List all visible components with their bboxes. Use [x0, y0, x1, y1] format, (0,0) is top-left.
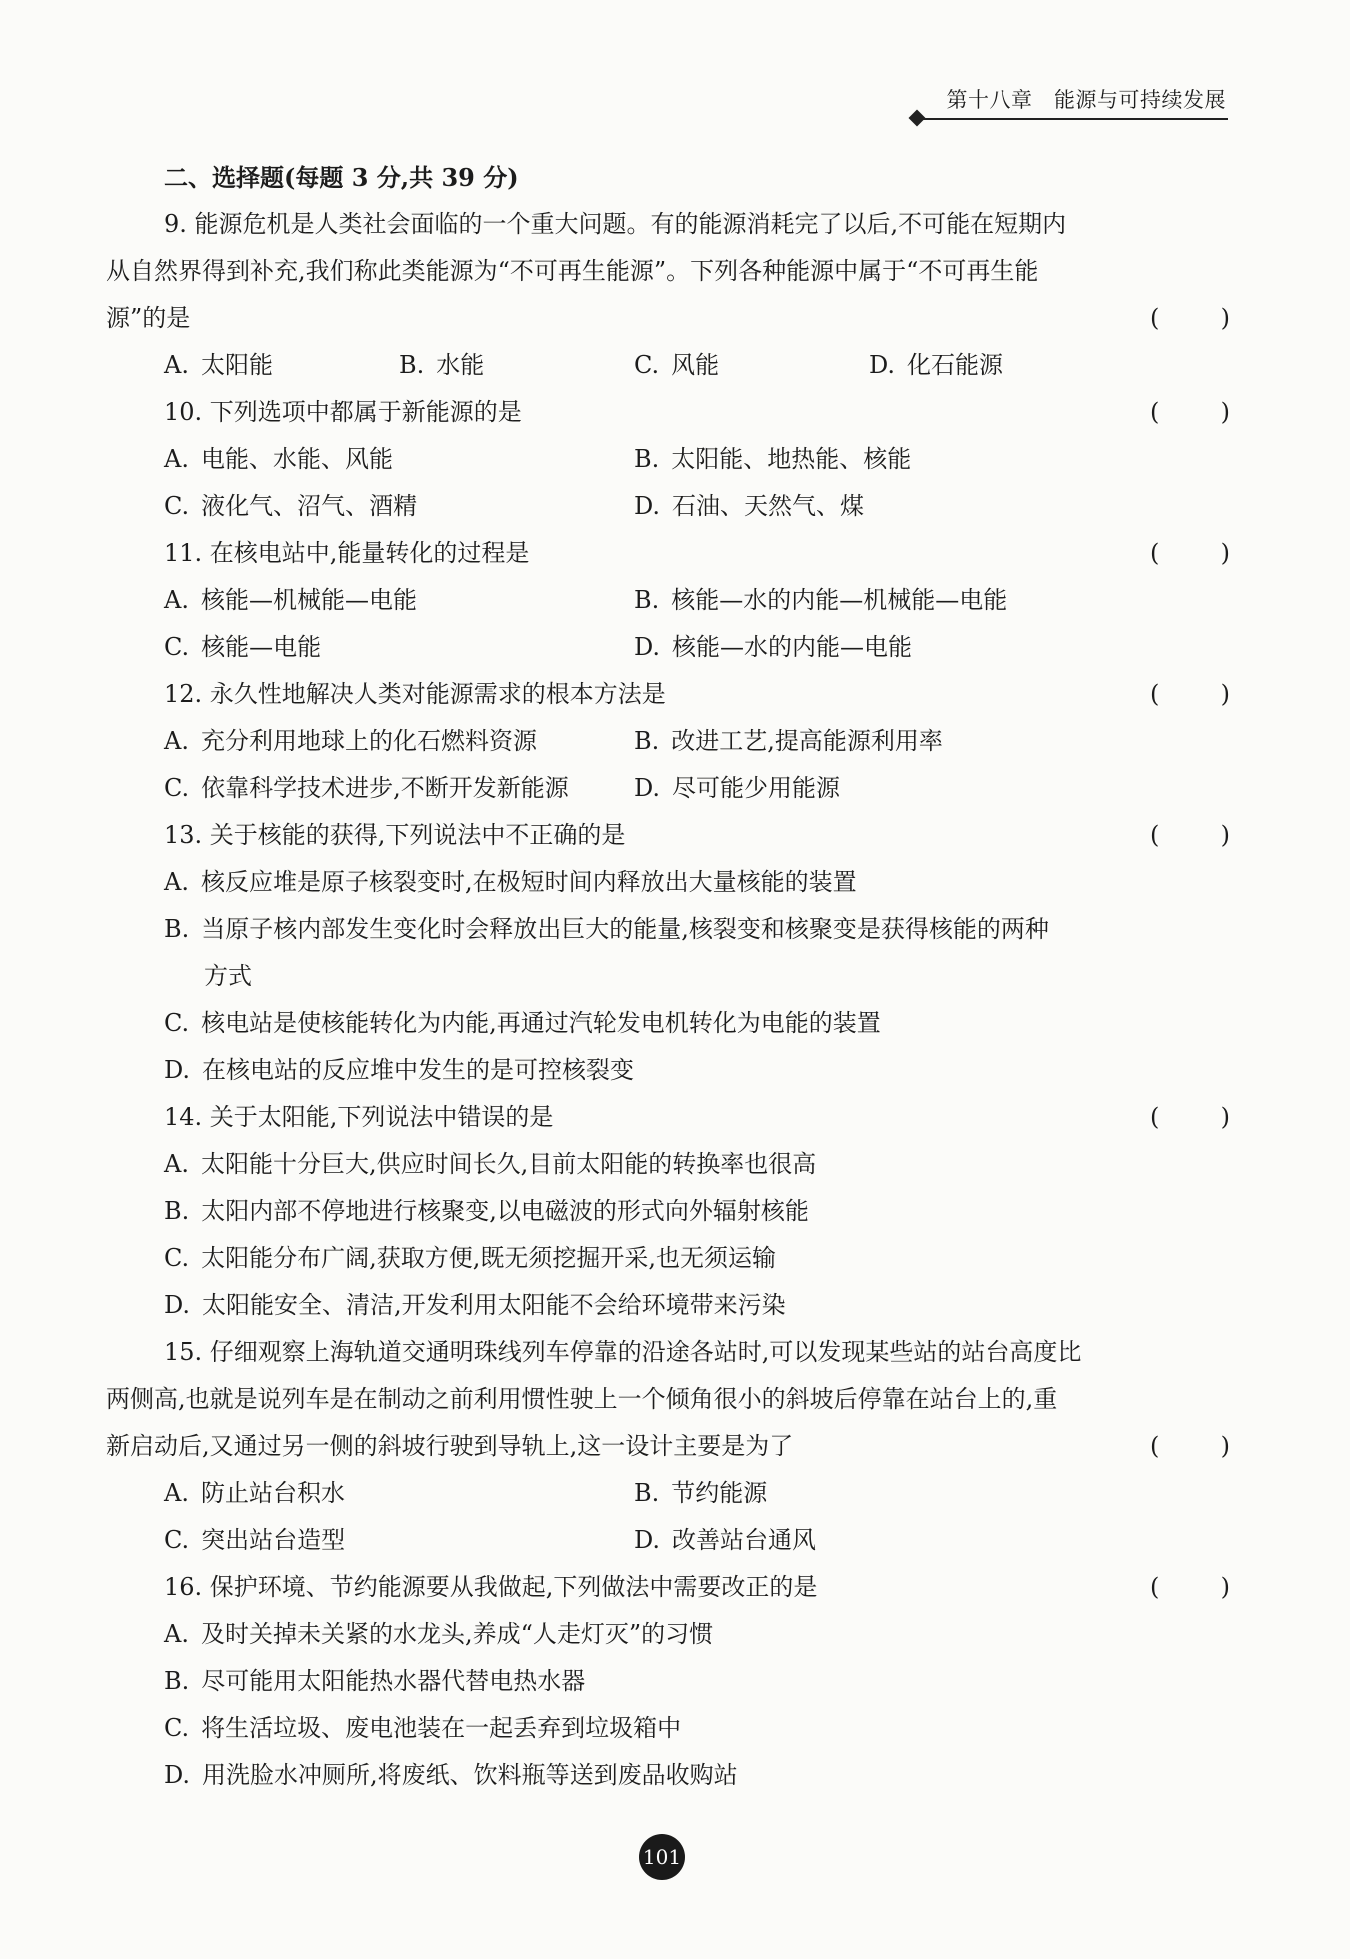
q10-stem: 10. 下列选项中都属于新能源的是 [164, 398, 522, 426]
q13-option-b-cont: 方式 [204, 962, 252, 990]
option-text: 尽可能少用能源 [672, 774, 841, 802]
q13-option-a [106, 859, 1230, 906]
header-diamond-icon [909, 110, 926, 127]
q9-options [106, 342, 1230, 389]
q9-option-d [869, 342, 1104, 389]
header-rule [918, 118, 1228, 120]
q12-options-row2 [106, 765, 1230, 812]
q11-stem: 11. 在核电站中,能量转化的过程是 [164, 539, 530, 567]
option-letter: B. [164, 1667, 190, 1695]
q13-option-c [106, 1000, 1230, 1047]
option-text: 核电站是使核能转化为内能,再通过汽轮发电机转化为电能的装置 [201, 1009, 881, 1037]
option-text: 核能—水的内能—机械能—电能 [671, 586, 1008, 614]
q14-option-d [106, 1282, 1230, 1329]
bracket-open: ( [1150, 304, 1160, 332]
option-letter: A. [164, 868, 189, 896]
q11-option-d [634, 624, 1104, 671]
option-text: 石油、天然气、煤 [672, 492, 865, 520]
answer-bracket [1150, 295, 1230, 342]
answer-bracket [1150, 389, 1230, 436]
answer-bracket [1150, 671, 1230, 718]
q16-option-d [106, 1752, 1230, 1799]
chapter-title: 第十八章 能源与可持续发展 [946, 88, 1226, 112]
option-text: 改进工艺,提高能源利用率 [671, 727, 943, 755]
q13-stem-line [106, 812, 1230, 859]
section-title: 二、选择题(每题 3 分,共 39 分) [164, 163, 519, 192]
q12-option-d [634, 765, 1104, 812]
q11-stem-line [106, 530, 1230, 577]
question-content [106, 154, 1230, 1799]
q16-stem: 16. 保护环境、节约能源要从我做起,下列做法中需要改正的是 [164, 1573, 818, 1601]
option-letter: C. [164, 633, 190, 661]
q10-options-row2 [106, 483, 1230, 530]
q12-stem-line [106, 671, 1230, 718]
q14-stem-line [106, 1094, 1230, 1141]
bracket-open: ( [1150, 539, 1160, 567]
option-letter: A. [164, 586, 189, 614]
option-letter: D. [164, 1291, 191, 1319]
option-text: 将生活垃圾、废电池装在一起丢弃到垃圾箱中 [201, 1714, 682, 1742]
q14-option-b [106, 1188, 1230, 1235]
option-letter: B. [399, 351, 425, 379]
option-letter: C. [164, 1526, 190, 1554]
answer-bracket [1150, 1564, 1230, 1611]
option-text: 核能—电能 [201, 633, 322, 661]
option-text: 水能 [436, 351, 485, 379]
option-text: 风能 [671, 351, 720, 379]
option-letter: C. [164, 1009, 190, 1037]
q15-option-c [164, 1517, 634, 1564]
q9-option-c [634, 342, 869, 389]
q12-option-b [634, 718, 1104, 765]
bracket-open: ( [1150, 680, 1160, 708]
option-letter: D. [634, 633, 661, 661]
option-letter: D. [164, 1761, 191, 1789]
option-letter: D. [634, 1526, 661, 1554]
option-text: 太阳能、地热能、核能 [671, 445, 912, 473]
q12-option-c [164, 765, 634, 812]
option-text: 及时关掉未关紧的水龙头,养成“人走灯灭”的习惯 [200, 1620, 714, 1648]
option-letter: D. [869, 351, 896, 379]
option-letter: A. [164, 1479, 189, 1507]
option-letter: D. [164, 1056, 191, 1084]
q15-stem-line1: 15. 仔细观察上海轨道交通明珠线列车停靠的沿途各站时,可以发现某些站的站台高度比 [164, 1338, 1082, 1366]
q15-stem-line2: 两侧高,也就是说列车是在制动之前利用惯性驶上一个倾角很小的斜坡后停靠在站台上的,重 [106, 1385, 1058, 1413]
option-letter: C. [164, 492, 190, 520]
option-text: 当原子核内部发生变化时会释放出巨大的能量,核裂变和核聚变是获得核能的两种 [201, 915, 1049, 943]
q12-option-a [164, 718, 634, 765]
option-text: 核能—机械能—电能 [200, 586, 417, 614]
q14-stem: 14. 关于太阳能,下列说法中错误的是 [164, 1103, 554, 1131]
option-text: 太阳能十分巨大,供应时间长久,目前太阳能的转换率也很高 [200, 1150, 817, 1178]
q15-stem-text: 新启动后,又通过另一侧的斜坡行驶到导轨上,这一设计主要是为了 [106, 1432, 794, 1460]
q10-stem-line [106, 389, 1230, 436]
q16-option-c [106, 1705, 1230, 1752]
q15-option-d [634, 1517, 1104, 1564]
q12-stem: 12. 永久性地解决人类对能源需求的根本方法是 [164, 680, 666, 708]
q13-stem: 13. 关于核能的获得,下列说法中不正确的是 [164, 821, 626, 849]
q10-option-a [164, 436, 634, 483]
q11-option-b [634, 577, 1104, 624]
answer-bracket [1150, 812, 1230, 859]
option-letter: B. [634, 586, 660, 614]
answer-bracket [1150, 530, 1230, 577]
bracket-close: ) [1220, 1573, 1230, 1601]
option-letter: B. [634, 1479, 660, 1507]
option-letter: C. [164, 1244, 190, 1272]
option-text: 液化气、沼气、酒精 [201, 492, 418, 520]
option-text: 太阳能安全、清洁,开发利用太阳能不会给环境带来污染 [202, 1291, 786, 1319]
option-text: 防止站台积水 [200, 1479, 345, 1507]
answer-bracket [1150, 1423, 1230, 1470]
option-text: 依靠科学技术进步,不断开发新能源 [201, 774, 569, 802]
q12-options-row1 [106, 718, 1230, 765]
option-text: 尽可能用太阳能热水器代替电热水器 [201, 1667, 586, 1695]
q15-option-a [164, 1470, 634, 1517]
q9-stem-line1: 9. 能源危机是人类社会面临的一个重大问题。有的能源消耗完了以后,不可能在短期内 [164, 210, 1067, 238]
q10-option-b [634, 436, 1104, 483]
option-text: 太阳能分布广阔,获取方便,既无须挖掘开采,也无须运输 [201, 1244, 777, 1272]
bracket-close: ) [1220, 680, 1230, 708]
option-letter: C. [164, 1714, 190, 1742]
bracket-close: ) [1220, 398, 1230, 426]
option-letter: A. [164, 1150, 189, 1178]
option-text: 太阳能 [200, 351, 273, 379]
bracket-close: ) [1220, 1103, 1230, 1131]
bracket-open: ( [1150, 821, 1160, 849]
q15-options-row2 [106, 1517, 1230, 1564]
q14-option-c [106, 1235, 1230, 1282]
q9-stem-line3 [106, 295, 1230, 342]
option-letter: A. [164, 1620, 189, 1648]
q11-options-row1 [106, 577, 1230, 624]
bracket-close: ) [1220, 821, 1230, 849]
q9-stem-text: 源”的是 [106, 304, 191, 332]
q14-option-a [106, 1141, 1230, 1188]
option-letter: C. [164, 774, 190, 802]
bracket-close: ) [1220, 1432, 1230, 1460]
option-letter: D. [634, 774, 661, 802]
page-number: 101 [639, 1834, 685, 1880]
option-text: 核能—水的内能—电能 [672, 633, 913, 661]
q15-stem-line3 [106, 1423, 1230, 1470]
option-letter: D. [634, 492, 661, 520]
q16-option-b [106, 1658, 1230, 1705]
option-letter: A. [164, 727, 189, 755]
option-letter: A. [164, 445, 189, 473]
option-letter: B. [634, 445, 660, 473]
option-text: 电能、水能、风能 [200, 445, 393, 473]
option-text: 充分利用地球上的化石燃料资源 [200, 727, 537, 755]
q11-options-row2 [106, 624, 1230, 671]
q15-options-row1 [106, 1470, 1230, 1517]
q11-option-c [164, 624, 634, 671]
option-letter: C. [634, 351, 660, 379]
q16-stem-line [106, 1564, 1230, 1611]
q16-option-a [106, 1611, 1230, 1658]
option-letter: B. [164, 1197, 190, 1225]
option-text: 核反应堆是原子核裂变时,在极短时间内释放出大量核能的装置 [200, 868, 857, 896]
option-text: 太阳内部不停地进行核聚变,以电磁波的形式向外辐射核能 [201, 1197, 809, 1225]
answer-bracket [1150, 1094, 1230, 1141]
q9-option-a [164, 342, 399, 389]
option-text: 节约能源 [671, 1479, 768, 1507]
bracket-open: ( [1150, 1103, 1160, 1131]
option-text: 改善站台通风 [672, 1526, 817, 1554]
option-text: 化石能源 [907, 351, 1004, 379]
q11-option-a [164, 577, 634, 624]
q10-options-row1 [106, 436, 1230, 483]
option-letter: B. [164, 915, 190, 943]
q15-option-b [634, 1470, 1104, 1517]
q10-option-c [164, 483, 634, 530]
bracket-close: ) [1220, 304, 1230, 332]
q10-option-d [634, 483, 1104, 530]
option-letter: B. [634, 727, 660, 755]
bracket-open: ( [1150, 398, 1160, 426]
q9-stem-line2: 从自然界得到补充,我们称此类能源为“不可再生能源”。下列各种能源中属于“不可再生能 [106, 257, 1039, 285]
option-text: 突出站台造型 [201, 1526, 346, 1554]
q13-option-d [106, 1047, 1230, 1094]
option-text: 在核电站的反应堆中发生的是可控核裂变 [202, 1056, 635, 1084]
option-text: 用洗脸水冲厕所,将废纸、饮料瓶等送到废品收购站 [202, 1761, 738, 1789]
q9-option-b [399, 342, 634, 389]
bracket-close: ) [1220, 539, 1230, 567]
bracket-open: ( [1150, 1573, 1160, 1601]
q13-option-b [106, 906, 1230, 953]
bracket-open: ( [1150, 1432, 1160, 1460]
option-letter: A. [164, 351, 189, 379]
